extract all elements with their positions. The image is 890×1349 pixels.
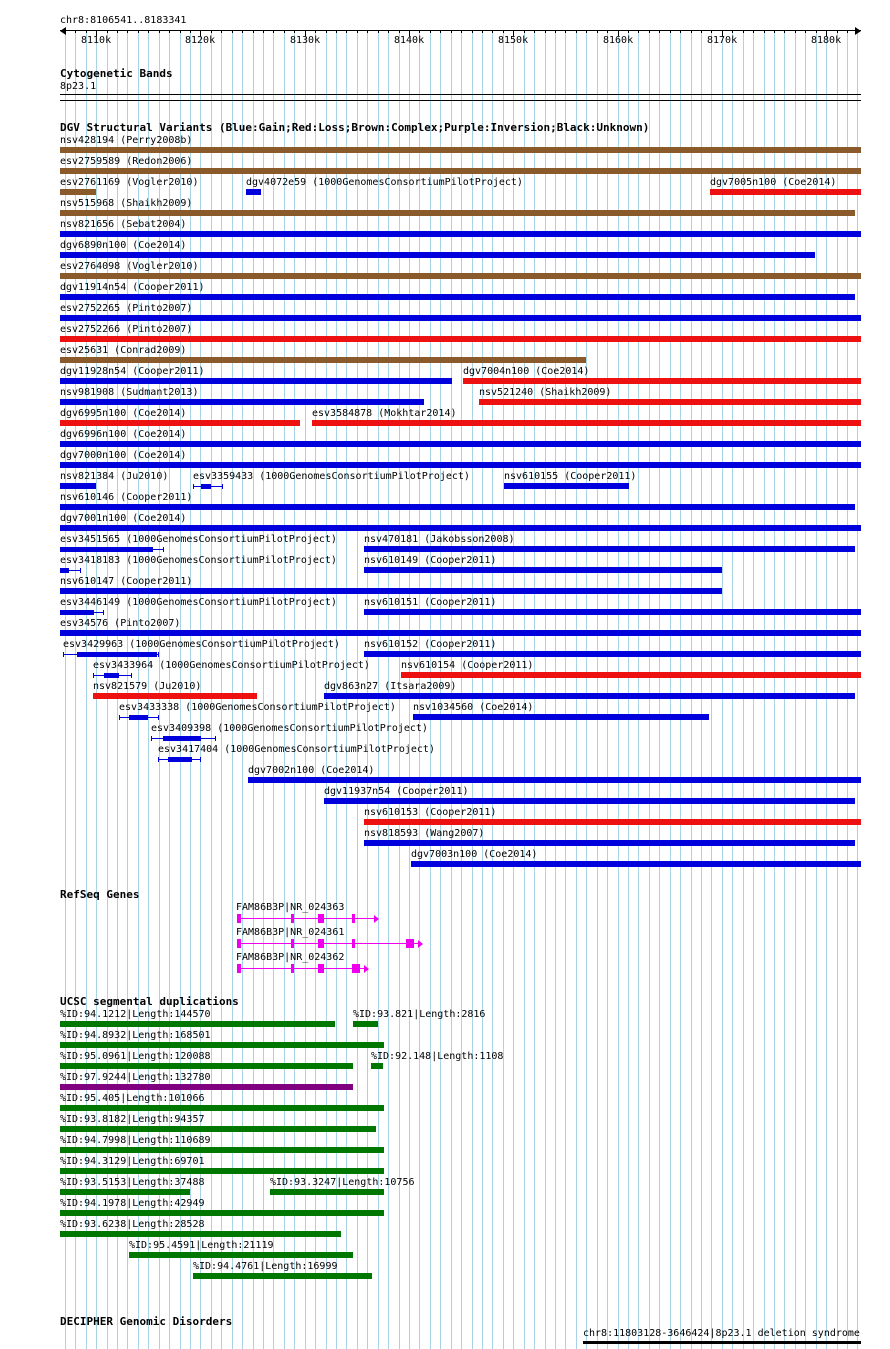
variant-label[interactable]: nsv610152 (Cooper2011): [364, 639, 497, 650]
variant-bar[interactable]: [364, 840, 855, 846]
gene-exon[interactable]: [352, 914, 355, 923]
track-title-refseq: RefSeq Genes: [60, 888, 140, 901]
ruler-tick: [253, 30, 254, 33]
gene-label[interactable]: FAM86B3P|NR_024362: [236, 952, 345, 963]
variant-label[interactable]: nsv610153 (Cooper2011): [364, 807, 497, 818]
grid-line: [743, 30, 744, 1349]
ruler-tick: [326, 30, 327, 33]
variant-label[interactable]: nsv610146 (Cooper2011): [60, 492, 193, 503]
variant-label[interactable]: dgv4072e59 (1000GenomesConsortiumPilotProject): [246, 177, 523, 188]
variant-block[interactable]: [129, 715, 148, 720]
grid-line: [586, 30, 587, 1349]
variant-bar[interactable]: [60, 504, 855, 510]
ruler-tick: [691, 30, 692, 33]
segdup-bar[interactable]: [60, 1105, 384, 1111]
ruler-tick: [117, 30, 118, 33]
segdup-bar[interactable]: [371, 1063, 383, 1069]
variant-tick-end: [131, 673, 132, 678]
variant-bar[interactable]: [60, 357, 586, 363]
ruler-tick: [534, 30, 535, 33]
variant-label[interactable]: nsv470181 (Jakobsson2008): [364, 534, 515, 545]
variant-tick-start: [193, 484, 194, 489]
ruler-tick-label: 8110k: [81, 35, 112, 46]
ruler-tick: [75, 30, 76, 33]
segdup-bar[interactable]: [60, 1126, 376, 1132]
gene-intron-line[interactable]: [237, 968, 365, 969]
ruler-tick: [294, 30, 295, 33]
gene-exon[interactable]: [291, 964, 294, 973]
variant-bar[interactable]: [364, 819, 861, 825]
variant-block[interactable]: [168, 757, 192, 762]
variant-bar[interactable]: [93, 693, 257, 699]
ruler-tick: [638, 30, 639, 33]
ruler-tick: [284, 30, 285, 33]
ruler-tick: [545, 30, 546, 33]
ruler-tick: [670, 30, 671, 33]
segdup-bar[interactable]: [60, 1231, 341, 1237]
ruler-tick: [273, 30, 274, 33]
variant-bar[interactable]: [60, 378, 452, 384]
variant-block[interactable]: [163, 736, 201, 741]
ruler-tick: [430, 30, 431, 33]
ruler-tick-label: 8150k: [498, 35, 529, 46]
segdup-label[interactable]: %ID:94.1978|Length:42949: [60, 1198, 205, 1209]
ruler-tick: [482, 30, 483, 33]
ruler-tick: [680, 30, 681, 33]
segdup-label[interactable]: %ID:93.5153|Length:37488: [60, 1177, 205, 1188]
segdup-bar[interactable]: [60, 1147, 384, 1153]
variant-bar[interactable]: [60, 420, 300, 426]
grid-line: [659, 30, 660, 1349]
variant-label[interactable]: dgv6890n100 (Coe2014): [60, 240, 187, 251]
ruler-tick: [378, 30, 379, 33]
grid-line: [534, 30, 535, 1349]
variant-bar[interactable]: [60, 252, 815, 258]
grid-line: [732, 30, 733, 1349]
ruler-tick: [555, 30, 556, 33]
variant-label[interactable]: nsv821656 (Sebat2004): [60, 219, 187, 230]
grid-line: [805, 30, 806, 1349]
grid-line: [545, 30, 546, 1349]
variant-label[interactable]: dgv7002n100 (Coe2014): [248, 765, 375, 776]
ruler-tick: [597, 30, 598, 33]
ruler-tick: [315, 30, 316, 33]
variant-label[interactable]: esv3584878 (Mokhtar2014): [312, 408, 457, 419]
variant-label[interactable]: dgv11928n54 (Cooper2011): [60, 366, 205, 377]
gene-label[interactable]: FAM86B3P|NR_024363: [236, 902, 345, 913]
ruler-tick: [451, 30, 452, 33]
variant-bar[interactable]: [60, 294, 855, 300]
variant-block[interactable]: [104, 673, 119, 678]
track-title-cytobands: Cytogenetic Bands: [60, 67, 173, 80]
variant-bar[interactable]: [364, 567, 722, 573]
gene-exon[interactable]: [237, 964, 241, 973]
grid-line: [597, 30, 598, 1349]
variant-label[interactable]: dgv7005n100 (Coe2014): [710, 177, 837, 188]
grid-line: [847, 30, 848, 1349]
variant-label[interactable]: esv3451565 (1000GenomesConsortiumPilotProject): [60, 534, 337, 545]
variant-label[interactable]: nsv610147 (Cooper2011): [60, 576, 193, 587]
variant-tick-end: [158, 715, 159, 720]
grid-line: [482, 30, 483, 1349]
ruler-tick: [461, 30, 462, 33]
variant-bar[interactable]: [463, 378, 861, 384]
grid-line: [513, 30, 514, 1349]
variant-label[interactable]: dgv7001n100 (Coe2014): [60, 513, 187, 524]
variant-label[interactable]: nsv1034560 (Coe2014): [413, 702, 534, 713]
ruler-tick: [138, 30, 139, 33]
variant-bar[interactable]: [60, 483, 96, 489]
ruler-tick: [503, 30, 504, 33]
grid-line: [711, 30, 712, 1349]
ruler-tick: [159, 30, 160, 33]
gene-exon[interactable]: [406, 939, 414, 948]
variant-tick-start: [63, 652, 64, 657]
segdup-label[interactable]: %ID:95.0961|Length:120088: [60, 1051, 211, 1062]
track-title-dgv: DGV Structural Variants (Blue:Gain;Red:Loss;Brown:Complex;Purple:Inversion;Black:Unknown): [60, 121, 650, 134]
variant-label[interactable]: dgv7000n100 (Coe2014): [60, 450, 187, 461]
segdup-label[interactable]: %ID:93.3247|Length:10756: [270, 1177, 415, 1188]
ruler-tick: [816, 30, 817, 33]
segdup-label[interactable]: %ID:94.4761|Length:16999: [193, 1261, 338, 1272]
variant-tick-start: [93, 673, 94, 678]
variant-label[interactable]: nsv610154 (Cooper2011): [401, 660, 534, 671]
variant-block[interactable]: [60, 610, 94, 615]
variant-block[interactable]: [60, 547, 153, 552]
grid-line: [670, 30, 671, 1349]
ruler-tick: [242, 30, 243, 33]
ruler-tick: [357, 30, 358, 33]
grid-line: [607, 30, 608, 1349]
ruler-tick: [65, 30, 66, 33]
gene-strand-arrow: [418, 940, 423, 948]
variant-label[interactable]: esv34576 (Pinto2007): [60, 618, 181, 629]
segdup-bar[interactable]: [129, 1252, 353, 1258]
grid-line: [503, 30, 504, 1349]
variant-bar[interactable]: [60, 315, 861, 321]
gene-intron-line[interactable]: [237, 943, 419, 944]
variant-label[interactable]: nsv610155 (Cooper2011): [504, 471, 637, 482]
variant-bar[interactable]: [60, 273, 861, 279]
ruler-tick: [774, 30, 775, 33]
track-title-segdups: UCSC segmental duplications: [60, 995, 239, 1008]
grid-line: [555, 30, 556, 1349]
variant-tick-end: [200, 757, 201, 762]
segdup-bar[interactable]: [60, 1084, 353, 1090]
variant-label[interactable]: dgv863n27 (Itsara2009): [324, 681, 457, 692]
variant-label[interactable]: esv3429963 (1000GenomesConsortiumPilotProject): [63, 639, 340, 650]
variant-block[interactable]: [77, 652, 157, 657]
variant-bar[interactable]: [324, 693, 855, 699]
variant-bar[interactable]: [60, 336, 861, 342]
grid-line: [701, 30, 702, 1349]
ruler-tick: [221, 30, 222, 33]
ruler-tick: [784, 30, 785, 33]
variant-bar[interactable]: [312, 420, 861, 426]
variant-bar[interactable]: [60, 462, 861, 468]
segdup-bar[interactable]: [60, 1042, 384, 1048]
variant-tick-end: [163, 547, 164, 552]
cytoband-bar-top: [60, 94, 861, 95]
ruler-tick: [169, 30, 170, 33]
ruler-tick-label: 8170k: [707, 35, 738, 46]
ruler-tick: [346, 30, 347, 33]
ruler-tick: [336, 30, 337, 33]
gene-exon[interactable]: [352, 964, 360, 973]
ruler-tick: [805, 30, 806, 33]
segdup-label[interactable]: %ID:94.3129|Length:69701: [60, 1156, 205, 1167]
gene-exon[interactable]: [318, 939, 324, 948]
grid-line: [565, 30, 566, 1349]
grid-line: [472, 30, 473, 1349]
track-title-decipher: DECIPHER Genomic Disorders: [60, 1315, 233, 1328]
ruler-tick: [232, 30, 233, 33]
ruler-tick: [732, 30, 733, 33]
segdup-label[interactable]: %ID:95.4591|Length:21119: [129, 1240, 274, 1251]
segdup-label[interactable]: %ID:97.9244|Length:132780: [60, 1072, 211, 1083]
variant-bar[interactable]: [364, 546, 855, 552]
ruler-tick: [711, 30, 712, 33]
grid-line: [649, 30, 650, 1349]
variant-label[interactable]: esv3433964 (1000GenomesConsortiumPilotProject): [93, 660, 370, 671]
variant-label[interactable]: esv3433338 (1000GenomesConsortiumPilotProject): [119, 702, 396, 713]
grid-line: [524, 30, 525, 1349]
ruler-tick: [419, 30, 420, 33]
ruler-tick-label: 8180k: [811, 35, 842, 46]
variant-label[interactable]: esv3418183 (1000GenomesConsortiumPilotProject): [60, 555, 337, 566]
gene-exon[interactable]: [318, 964, 324, 973]
ruler-tick: [764, 30, 765, 33]
segdup-bar[interactable]: [60, 1210, 384, 1216]
ruler-tick: [399, 30, 400, 33]
ruler-tick: [263, 30, 264, 33]
variant-label[interactable]: esv25631 (Conrad2009): [60, 345, 187, 356]
ruler-tick: [565, 30, 566, 33]
segdup-label[interactable]: %ID:93.6238|Length:28528: [60, 1219, 205, 1230]
ruler-tick-label: 8140k: [394, 35, 425, 46]
ruler-tick: [211, 30, 212, 33]
gene-strand-arrow: [374, 915, 379, 923]
variant-label[interactable]: dgv7003n100 (Coe2014): [411, 849, 538, 860]
decipher-bar[interactable]: [583, 1341, 861, 1344]
grid-line: [837, 30, 838, 1349]
cytoband-label[interactable]: 8p23.1: [60, 81, 97, 92]
grid-line: [764, 30, 765, 1349]
variant-label[interactable]: esv3409398 (1000GenomesConsortiumPilotProject): [151, 723, 428, 734]
ruler-tick: [148, 30, 149, 33]
variant-bar[interactable]: [60, 399, 424, 405]
variant-label[interactable]: esv3446149 (1000GenomesConsortiumPilotProject): [60, 597, 337, 608]
variant-tick-end: [103, 610, 104, 615]
ruler-tick: [649, 30, 650, 33]
variant-tick-start: [158, 757, 159, 762]
gene-exon[interactable]: [291, 939, 294, 948]
gene-exon[interactable]: [352, 939, 355, 948]
variant-label[interactable]: nsv818593 (Wang2007): [364, 828, 485, 839]
variant-label[interactable]: nsv610149 (Cooper2011): [364, 555, 497, 566]
grid-line: [492, 30, 493, 1349]
variant-tick-start: [151, 736, 152, 741]
ruler-tick: [847, 30, 848, 33]
ruler-tick: [472, 30, 473, 33]
grid-line: [774, 30, 775, 1349]
variant-bar[interactable]: [324, 798, 855, 804]
variant-label[interactable]: dgv6995n100 (Coe2014): [60, 408, 187, 419]
variant-tick-end: [158, 652, 159, 657]
variant-bar[interactable]: [60, 210, 855, 216]
ruler-tick: [190, 30, 191, 33]
ruler-tick: [743, 30, 744, 33]
gene-exon[interactable]: [237, 914, 241, 923]
ruler-tick: [659, 30, 660, 33]
variant-bar[interactable]: [401, 672, 861, 678]
variant-bar[interactable]: [364, 651, 861, 657]
ruler-tick-label: 8160k: [603, 35, 634, 46]
ruler-tick: [107, 30, 108, 33]
segdup-bar[interactable]: [353, 1021, 378, 1027]
grid-line: [816, 30, 817, 1349]
segdup-label[interactable]: %ID:94.8932|Length:168501: [60, 1030, 211, 1041]
variant-label[interactable]: esv3417404 (1000GenomesConsortiumPilotProject): [158, 744, 435, 755]
variant-bar[interactable]: [60, 588, 722, 594]
variant-block[interactable]: [60, 568, 69, 573]
variant-tick-end: [80, 568, 81, 573]
variant-tick-end: [215, 736, 216, 741]
ruler-tick: [576, 30, 577, 33]
variant-label[interactable]: esv2759589 (Redon2006): [60, 156, 193, 167]
variant-bar[interactable]: [60, 630, 861, 636]
variant-bar[interactable]: [411, 861, 861, 867]
grid-line: [618, 30, 619, 1349]
ruler-right-arrow: [855, 27, 861, 35]
grid-line: [691, 30, 692, 1349]
ruler-tick-label: 8130k: [290, 35, 321, 46]
ruler-tick: [492, 30, 493, 33]
variant-bar[interactable]: [246, 189, 261, 195]
ruler-tick: [701, 30, 702, 33]
gene-label[interactable]: FAM86B3P|NR_024361: [236, 927, 345, 938]
ruler-tick: [440, 30, 441, 33]
cytoband-bar-bottom: [60, 100, 861, 101]
ruler-tick: [180, 30, 181, 33]
ruler-tick-label: 8120k: [185, 35, 216, 46]
gene-strand-arrow: [364, 965, 369, 973]
gene-exon[interactable]: [318, 914, 324, 923]
variant-label[interactable]: nsv821384 (Ju2010): [60, 471, 169, 482]
variant-bar[interactable]: [364, 609, 861, 615]
variant-bar[interactable]: [60, 525, 861, 531]
variant-bar[interactable]: [60, 441, 861, 447]
segdup-bar[interactable]: [60, 1189, 190, 1195]
grid-line: [826, 30, 827, 1349]
ruler-tick: [628, 30, 629, 33]
segdup-label[interactable]: %ID:94.7998|Length:110689: [60, 1135, 211, 1146]
variant-bar[interactable]: [248, 777, 861, 783]
ruler-tick: [586, 30, 587, 33]
variant-label[interactable]: dgv6996n100 (Coe2014): [60, 429, 187, 440]
segdup-bar[interactable]: [193, 1273, 372, 1279]
segdup-bar[interactable]: [60, 1063, 353, 1069]
ruler-tick: [86, 30, 87, 33]
segdup-label[interactable]: %ID:94.1212|Length:144570: [60, 1009, 211, 1020]
ruler-tick: [388, 30, 389, 33]
segdup-label[interactable]: %ID:93.821|Length:2816: [353, 1009, 486, 1020]
segdup-label[interactable]: %ID:93.8182|Length:94357: [60, 1114, 205, 1125]
variant-label[interactable]: esv3359433 (1000GenomesConsortiumPilotProject): [193, 471, 470, 482]
variant-block[interactable]: [201, 484, 211, 489]
variant-label[interactable]: nsv428194 (Perry2008b): [60, 135, 193, 146]
variant-bar[interactable]: [60, 147, 861, 153]
segdup-bar[interactable]: [60, 1021, 335, 1027]
grid-line: [628, 30, 629, 1349]
variant-tick-end: [222, 484, 223, 489]
variant-label[interactable]: esv2761169 (Vogler2010): [60, 177, 199, 188]
ruler-tick: [524, 30, 525, 33]
grid-line: [784, 30, 785, 1349]
ruler-tick: [837, 30, 838, 33]
variant-label[interactable]: dgv11937n54 (Cooper2011): [324, 786, 469, 797]
ruler-tick: [753, 30, 754, 33]
ruler-tick: [795, 30, 796, 33]
variant-label[interactable]: esv2752265 (Pinto2007): [60, 303, 193, 314]
variant-bar[interactable]: [413, 714, 709, 720]
variant-bar[interactable]: [60, 168, 861, 174]
variant-label[interactable]: nsv821579 (Ju2010): [93, 681, 202, 692]
variant-label[interactable]: esv2752266 (Pinto2007): [60, 324, 193, 335]
ruler-tick: [127, 30, 128, 33]
variant-label[interactable]: esv2764098 (Vogler2010): [60, 261, 199, 272]
grid-line: [576, 30, 577, 1349]
variant-bar[interactable]: [710, 189, 861, 195]
grid-line: [638, 30, 639, 1349]
position-label: chr8:8106541..8183341: [60, 15, 187, 26]
variant-bar[interactable]: [479, 399, 861, 405]
grid-line: [680, 30, 681, 1349]
grid-line: [795, 30, 796, 1349]
variant-tick-start: [119, 715, 120, 720]
ruler-tick: [367, 30, 368, 33]
segdup-label[interactable]: %ID:92.148|Length:1108: [371, 1051, 504, 1062]
grid-line: [722, 30, 723, 1349]
gene-exon[interactable]: [237, 939, 241, 948]
grid-line: [857, 30, 858, 1349]
grid-line: [461, 30, 462, 1349]
grid-line: [753, 30, 754, 1349]
variant-label[interactable]: nsv610151 (Cooper2011): [364, 597, 497, 608]
variant-bar[interactable]: [60, 189, 96, 195]
variant-label[interactable]: dgv7004n100 (Coe2014): [463, 366, 590, 377]
segdup-bar[interactable]: [60, 1168, 384, 1174]
ruler-tick: [607, 30, 608, 33]
segdup-bar[interactable]: [270, 1189, 384, 1195]
decipher-label[interactable]: chr8:11803128-3646424|8p23.1 deletion syndrome: [583, 1328, 860, 1339]
variant-bar[interactable]: [60, 231, 861, 237]
gene-exon[interactable]: [291, 914, 294, 923]
variant-label[interactable]: nsv521240 (Shaikh2009): [479, 387, 612, 398]
variant-label[interactable]: nsv981908 (Sudmant2013): [60, 387, 199, 398]
variant-bar[interactable]: [504, 483, 629, 489]
variant-label[interactable]: nsv515968 (Shaikh2009): [60, 198, 193, 209]
segdup-label[interactable]: %ID:95.405|Length:101066: [60, 1093, 205, 1104]
variant-label[interactable]: dgv11914n54 (Cooper2011): [60, 282, 205, 293]
ruler-tick: [857, 30, 858, 33]
